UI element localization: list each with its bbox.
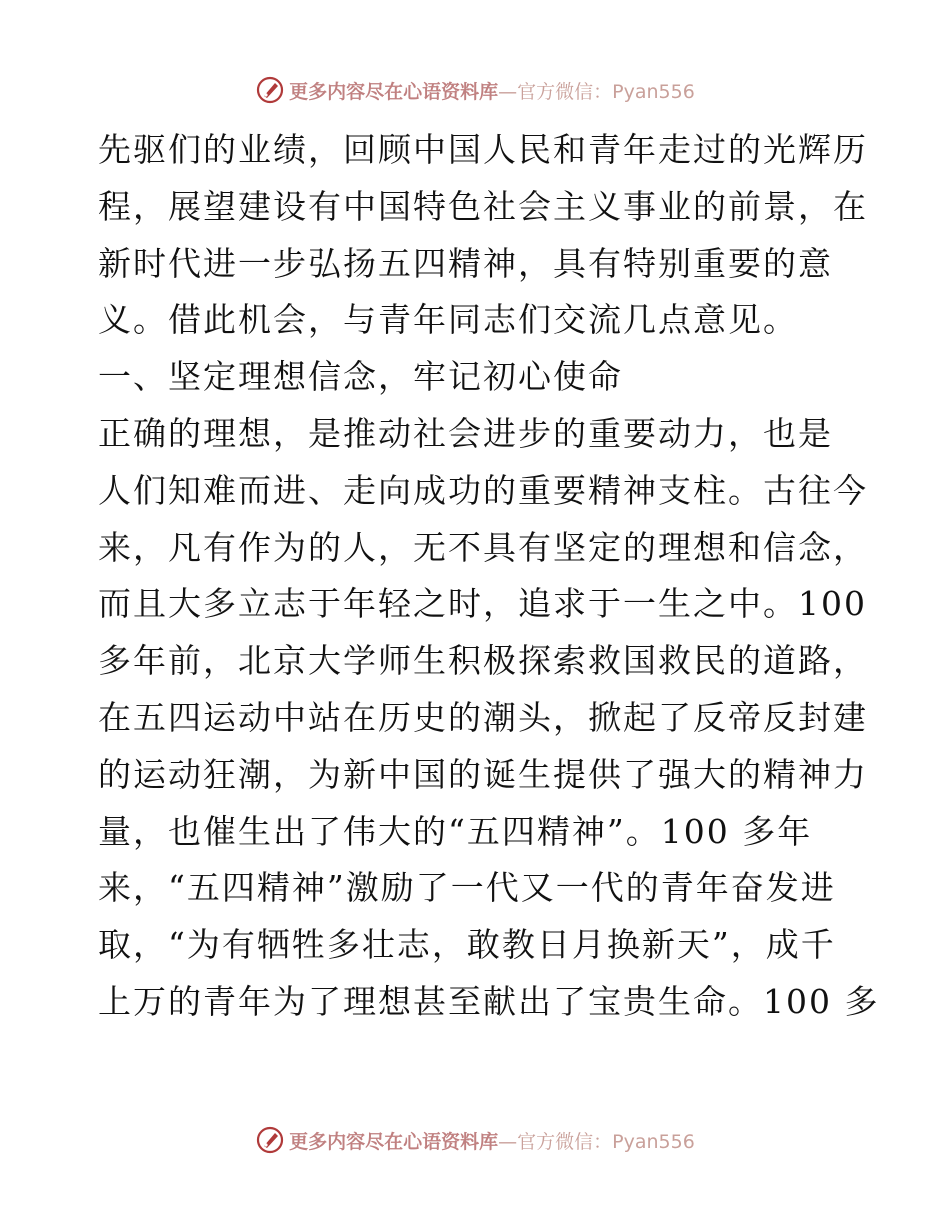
text-line: 义。借此机会，与青年同志们交流几点意见。 (98, 300, 798, 340)
text-line: 人们知难而进、走向成功的重要精神支柱。古往今 (98, 470, 868, 510)
header-banner-contact: 官方微信：Pyan556 (517, 80, 695, 103)
header-banner (0, 70, 950, 110)
text-line: 先驱们的业绩，回顾中国人民和青年走过的光辉历 (98, 130, 868, 169)
pen-nib-logo-icon (255, 75, 285, 105)
footer-banner-separator: — (498, 1130, 518, 1153)
section-heading: 一、坚定理想信念，牢记初心使命 (98, 357, 623, 397)
header-banner-title: 更多内容尽在心语资料库 (289, 80, 499, 103)
text-line: 取，“为有牺牲多壮志，敢教日月换新天”，成千 (98, 925, 836, 965)
text-line: 正确的理想，是推动社会进步的重要动力，也是 (98, 413, 833, 453)
text-line: 的运动狂潮，为新中国的诞生提供了强大的精神力 (98, 754, 868, 794)
footer-banner-title: 更多内容尽在心语资料库 (289, 1130, 499, 1153)
text-line: 程，展望建设有中国特色社会主义事业的前景，在 (98, 186, 868, 226)
text-line: 来，“五四精神”激励了一代又一代的青年奋发进 (98, 868, 836, 908)
text-line: 上万的青年为了理想甚至献出了宝贵生命。100 多 (98, 981, 880, 1021)
footer-banner (0, 1120, 950, 1160)
footer-banner-text (289, 1127, 695, 1154)
header-banner-separator: — (498, 80, 518, 103)
footer-banner-contact: 官方微信：Pyan556 (517, 1130, 695, 1153)
header-banner-text (289, 77, 695, 104)
text-line: 而且大多立志于年轻之时，追求于一生之中。100 (98, 584, 867, 624)
text-line: 在五四运动中站在历史的潮头，掀起了反帝反封建 (98, 697, 868, 737)
text-line: 来，凡有作为的人，无不具有坚定的理想和信念， (98, 527, 868, 567)
document-body (98, 122, 880, 1031)
pen-nib-logo-icon (255, 1125, 285, 1155)
text-line: 量，也催生出了伟大的“五四精神”。100 多年 (98, 811, 813, 851)
text-line: 多年前，北京大学师生积极探索救国救民的道路， (98, 641, 868, 681)
text-line: 新时代进一步弘扬五四精神，具有特别重要的意 (98, 243, 833, 283)
